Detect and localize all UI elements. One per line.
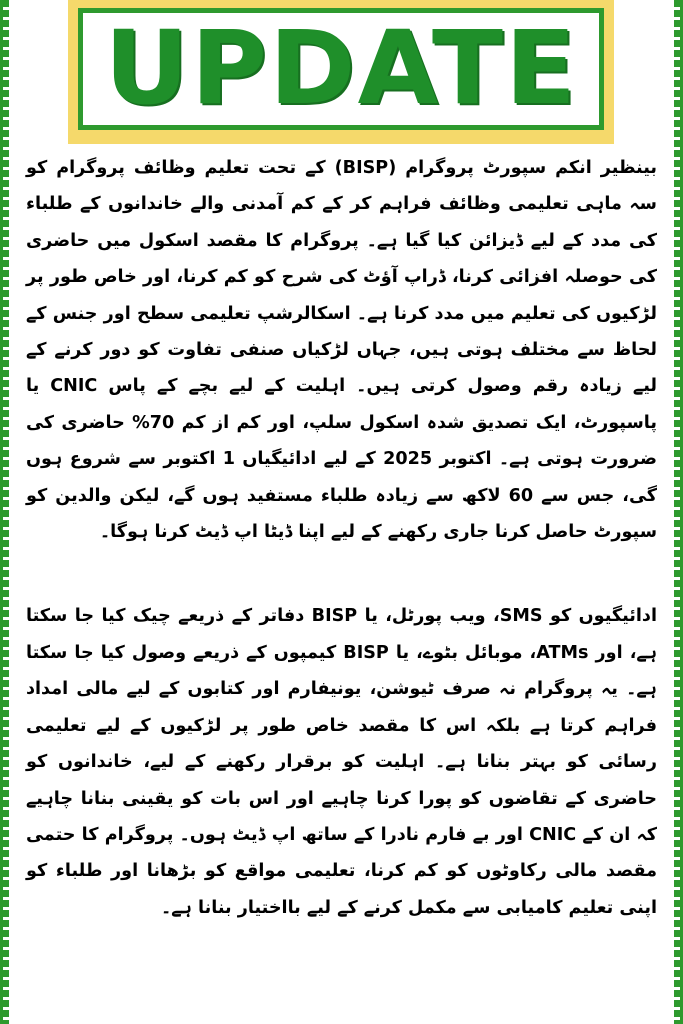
update-banner xyxy=(68,0,614,144)
left-border xyxy=(0,0,9,1024)
banner-title: UPDATE xyxy=(104,9,578,128)
article-body xyxy=(26,150,657,926)
paragraph-2: ادائیگیوں کو SMS، ویب پورٹل، یا BISP دفاتر کے ذریعے چیک کیا جا سکتا ہے، اور ATMs، موبائل بٹوے، یا BISP کیمپوں کے ذریعے وصول کیا جا سکتا ہے۔ یہ پروگرام نہ صرف ٹیوشن، یونیفارم اور کتابوں کے لیے مالی امداد فراہم کرتا ہے بلکہ اس کا مقصد خاص طور پر لڑکیوں کے لیے تعلیمی رسائی کو بہتر بنانا ہے۔ اہلیت کو برقرار رکھنے کے لیے، خاندانوں کو حاضری کے تقاضوں کو پورا کرنا چاہیے اور اس بات کو یقینی بنانا چاہیے کہ ان کے CNIC اور بے فارم نادرا کے ساتھ اپ ڈیٹ ہوں۔ پروگرام کا حتمی مقصد مالی رکاوٹوں کو کم کرنا، تعلیمی مواقع کو بڑھانا اور طلباء کو اپنی تعلیم کامیابی سے مکمل کرنے کے لیے بااختیار بنانا ہے۔ xyxy=(26,606,658,918)
paragraph-1: بینظیر انکم سپورٹ پروگرام (BISP) کے تحت تعلیم وظائف پروگرام کو سہ ماہی تعلیمی وظائف فراہم کر کے کم آمدنی والے خاندانوں کے طلباء کی مدد کے لیے ڈیزائن کیا گیا ہے۔ پروگرام کا مقصد اسکول میں حاضری کی حوصلہ افزائی کرنا، ڈراپ آؤٹ کی شرح کو کم کرنا، اور خاص طور پر لڑکیوں کی تعلیم میں مدد کرنا ہے۔ اسکالرشپ تعلیمی سطح اور جنس کے لحاظ سے مختلف ہوتی ہیں، جہاں لڑکیاں صنفی تفاوت کو دور کرنے کے لیے زیادہ رقم وصول کرتی ہیں۔ اہلیت کے لیے بچے کے پاس CNIC یا پاسپورٹ، ایک تصدیق شدہ اسکول سلپ، اور کم از کم 70% حاضری کی ضرورت ہوتی ہے۔ اکتوبر 2025 کے لیے ادائیگیاں 1 اکتوبر سے شروع ہوں گی، جس سے 60 لاکھ سے زیادہ طلباء مستفید ہوں گے، لیکن والدین کو سپورٹ حاصل کرنا جاری رکھنے کے لیے اپنا ڈیٹا اپ ڈیٹ کرنا ہوگا۔ xyxy=(26,158,658,543)
right-border xyxy=(674,0,683,1024)
banner-frame xyxy=(78,8,604,130)
